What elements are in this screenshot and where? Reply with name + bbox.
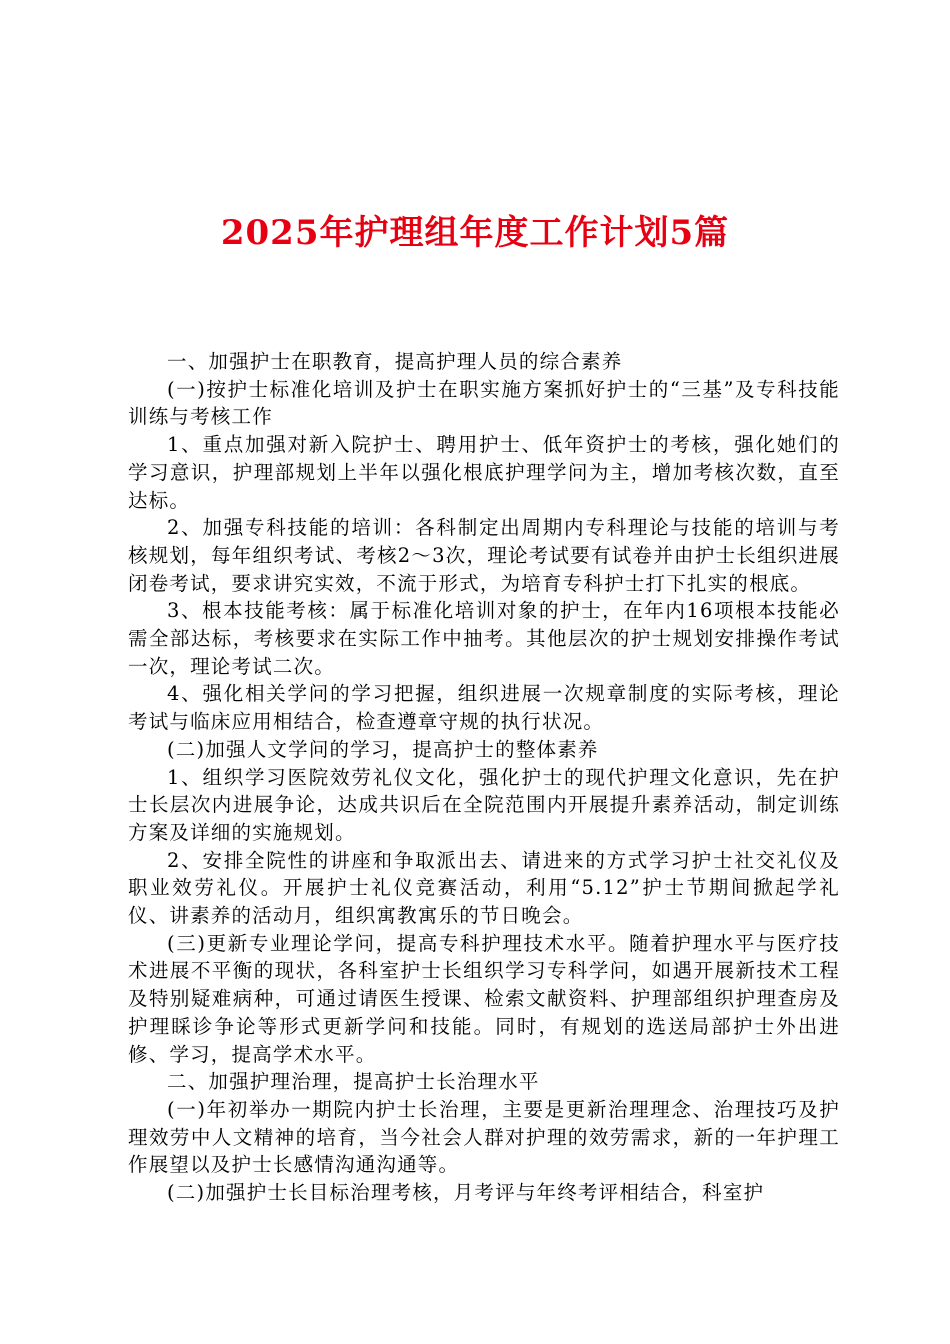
paragraph: 2、安排全院性的讲座和争取派出去、请进来的方式学习护士社交礼仪及职业效劳礼仪。开展护士礼仪竞赛活动，利用“5.12”护士节期间掀起学礼仪、讲素养的活动月，组织寓教寓乐的节日晚会。 bbox=[128, 848, 840, 928]
document-body bbox=[128, 348, 840, 1207]
paragraph: (二)加强人文学问的学习，提高护士的整体素养 bbox=[167, 737, 599, 761]
paragraph: (一)按护士标准化培训及护士在职实施方案抓好护士的“三基”及专科技能训练与考核工作 bbox=[128, 377, 840, 429]
paragraph: 一、加强护士在职教育，提高护理人员的综合素养 bbox=[167, 350, 623, 373]
paragraph: 3、根本技能考核：属于标准化培训对象的护士，在年内16项根本技能必需全部达标，考核要求在实际工作中抽考。其他层次的护士规划安排操作考试一次，理论考试二次。 bbox=[128, 599, 840, 678]
paragraph: 1、组织学习医院效劳礼仪文化，强化护士的现代护理文化意识，先在护士长层次内进展争论，达成共识后在全院范围内开展提升素养活动，制定训练方案及详细的实施规划。 bbox=[128, 765, 840, 844]
paragraph: 4、强化相关学问的学习把握，组织进展一次规章制度的实际考核，理论考试与临床应用相结合，检查遵章守规的执行状况。 bbox=[128, 682, 840, 734]
paragraph: (二)加强护士长目标治理考核，月考评与年终考评相结合，科室护 bbox=[167, 1181, 765, 1205]
paragraph: 二、加强护理治理，提高护士长治理水平 bbox=[167, 1070, 540, 1094]
paragraph: (三)更新专业理论学问，提高专科护理技术水平。随着护理水平与医疗技术进展不平衡的现状，各科室护士长组织学习专科学问，如遇开展新技术工程及特别疑难病种，可通过请医生授课、检索文献资料、护理部组织护理查房及护理睬诊争论等形式更新学问和技能。同时，有规划的选送局部护士外出进修、学习，提高学术水平。 bbox=[128, 931, 840, 1066]
document-title: 2025年护理组年度工作计划5篇 bbox=[220, 213, 730, 253]
paragraph: (一)年初举办一期院内护士长治理，主要是更新治理理念、治理技巧及护理效劳中人文精神的培育，当今社会人群对护理的效劳需求，新的一年护理工作展望以及护士长感情沟通沟通等。 bbox=[128, 1097, 840, 1177]
paragraph: 2、加强专科技能的培训：各科制定出周期内专科理论与技能的培训与考核规划，每年组织考试、考核2～3次，理论考试要有试卷并由护士长组织进展闭卷考试，要求讲究实效，不流于形式，为培育专科护士打下扎实的根底。 bbox=[128, 516, 840, 595]
paragraph: 1、重点加强对新入院护士、聘用护士、低年资护士的考核，强化她们的学习意识，护理部规划上半年以强化根底护理学问为主，增加考核次数，直至达标。 bbox=[128, 433, 840, 512]
